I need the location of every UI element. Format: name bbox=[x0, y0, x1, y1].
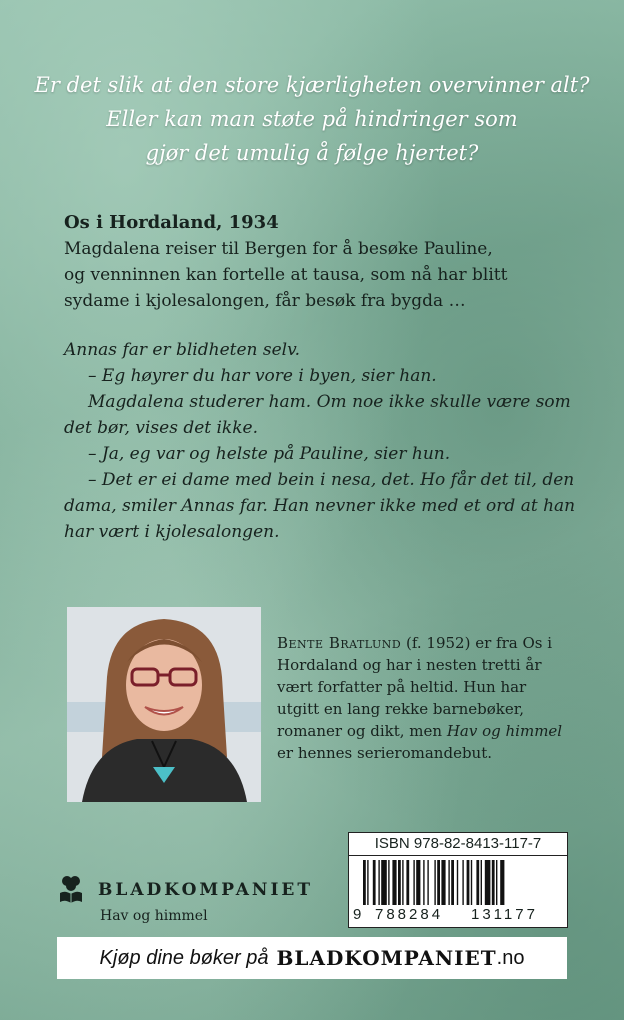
barcode-bar bbox=[402, 860, 403, 905]
ean-first-digit: 9 bbox=[353, 906, 362, 923]
barcode-bar bbox=[398, 860, 401, 905]
bio-line: er hennes serieromandebut. bbox=[277, 744, 493, 762]
barcode-bar bbox=[467, 860, 470, 905]
bio-line: Hordaland og har i nesten tretti år bbox=[277, 656, 542, 674]
bio-line: utgitt en lang rekke barnebøker, bbox=[277, 700, 525, 718]
dialogue-line: – Det er ei dame med bein i nesa, det. Ho får det til, den bbox=[88, 470, 575, 490]
dialogue-line: – Eg høyrer du har vore i byen, sier han. bbox=[88, 366, 437, 386]
barcode-bar bbox=[437, 860, 440, 905]
barcode-bar bbox=[485, 860, 491, 905]
barcode-bar bbox=[441, 860, 445, 905]
excerpt-dialogue bbox=[64, 337, 584, 545]
barcode-bar bbox=[413, 860, 414, 905]
excerpt-heading: Os i Hordaland, 1934 bbox=[64, 212, 279, 233]
shop-banner-text: Kjøp dine bøker på bbox=[99, 946, 269, 969]
book-title: Hav og himmel bbox=[446, 722, 563, 740]
bio-text: er fra Os i bbox=[475, 634, 553, 652]
tagline-line: Eller kan man støte på hindringer som bbox=[106, 107, 518, 131]
bio-text: romaner og dikt, men bbox=[277, 722, 443, 740]
excerpt-intro bbox=[64, 236, 584, 314]
barcode-bar bbox=[388, 860, 389, 905]
author-name: Bente Bratlund bbox=[277, 634, 402, 652]
intro-line: og venninnen kan fortelle at tausa, som nå har blitt bbox=[64, 265, 508, 285]
dialogue-line: – Ja, eg var og helste på Pauline, sier hun. bbox=[88, 444, 451, 464]
dialogue-line: dama, smiler Annas far. Han nevner ikke med et ord at han bbox=[64, 496, 576, 516]
bio-line: vært forfatter på heltid. Hun har bbox=[277, 678, 527, 696]
author-born: (f. 1952) bbox=[406, 634, 471, 652]
ean-right-group: 131177 bbox=[471, 906, 538, 923]
barcode-bar bbox=[500, 860, 504, 905]
intro-line: sydame i kjolesalongen, får besøk fra bygda … bbox=[64, 291, 466, 311]
barcode-bar bbox=[373, 860, 376, 905]
barcode-bar bbox=[423, 860, 424, 905]
tagline bbox=[30, 68, 594, 170]
barcode-bar bbox=[367, 860, 368, 905]
barcode-bar bbox=[476, 860, 479, 905]
barcode-bar bbox=[462, 860, 463, 905]
tagline-line: Er det slik at den store kjærligheten overvinner alt? bbox=[34, 73, 590, 97]
barcode-bar bbox=[457, 860, 458, 905]
author-portrait-image bbox=[67, 607, 261, 802]
shop-banner bbox=[57, 937, 567, 979]
barcode-bar bbox=[471, 860, 472, 905]
series-name: Hav og himmel bbox=[100, 908, 208, 924]
dialogue-line: har vært i kjolesalongen. bbox=[64, 522, 280, 542]
barcode-bar bbox=[381, 860, 387, 905]
intro-line: Magdalena reiser til Bergen for å besøke Pauline, bbox=[64, 239, 493, 259]
publisher-row bbox=[58, 875, 348, 905]
publisher-block bbox=[58, 875, 348, 924]
flower-book-icon bbox=[58, 875, 84, 905]
dialogue-line: Magdalena studerer ham. Om noe ikke skulle være som bbox=[88, 392, 571, 412]
barcode-bar bbox=[448, 860, 449, 905]
barcode-bar bbox=[481, 860, 482, 905]
barcode-bar bbox=[406, 860, 409, 905]
dialogue-line: det bør, vises det ikke. bbox=[64, 418, 258, 438]
barcode-bar bbox=[451, 860, 454, 905]
excerpt bbox=[64, 210, 584, 545]
bio-line bbox=[277, 720, 577, 742]
barcode-bar bbox=[392, 860, 396, 905]
barcode-bar bbox=[416, 860, 420, 905]
barcode-bar bbox=[496, 860, 497, 905]
ean-left-group: 788284 bbox=[375, 906, 444, 923]
barcode-bar bbox=[378, 860, 379, 905]
isbn-label: ISBN 978-82-8413-117-7 bbox=[349, 833, 567, 856]
author-photo bbox=[67, 607, 261, 802]
dialogue-line: Annas far er blidheten selv. bbox=[64, 340, 301, 360]
barcode-bars bbox=[363, 860, 557, 905]
tagline-line: gjør det umulig å følge hjertet? bbox=[145, 141, 479, 165]
barcode-bar bbox=[427, 860, 428, 905]
shop-banner-brand: BLADKOMPANIET bbox=[276, 946, 497, 970]
barcode-bar bbox=[492, 860, 495, 905]
bio-line bbox=[277, 632, 577, 654]
author-bio bbox=[277, 632, 577, 764]
ean-digits bbox=[353, 905, 563, 925]
barcode-bar bbox=[363, 860, 366, 905]
isbn-barcode bbox=[348, 832, 568, 928]
shop-banner-tld: .no bbox=[496, 946, 525, 969]
barcode-bar bbox=[434, 860, 435, 905]
publisher-name: BLADKOMPANIET bbox=[98, 880, 314, 900]
